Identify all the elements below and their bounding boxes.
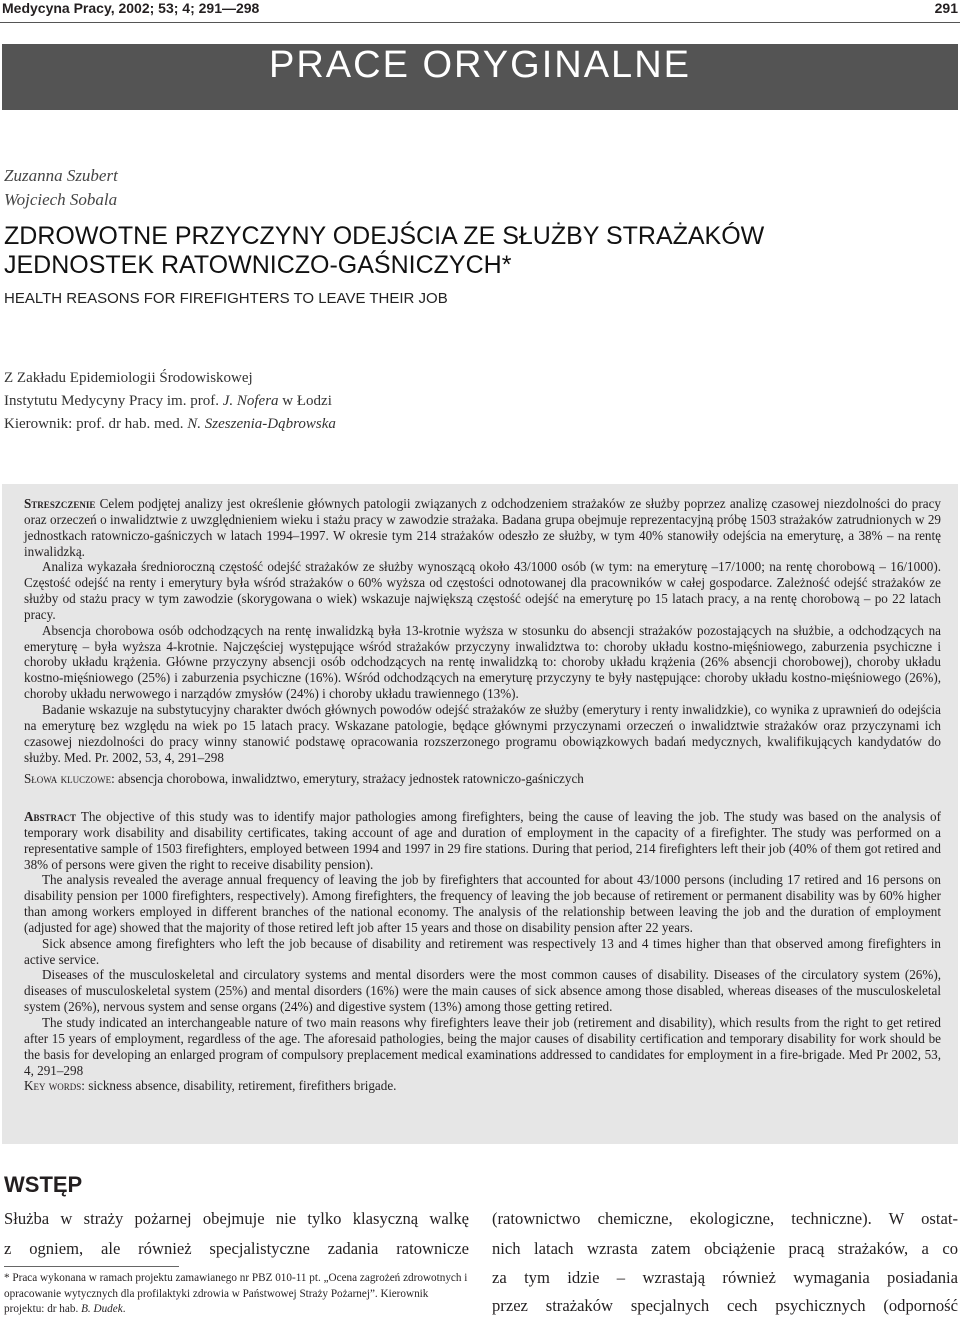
running-head xyxy=(2,0,958,20)
footnote xyxy=(4,1271,471,1318)
body-line: nich latach wzrasta zatem obciążenie pracą strażaków, a co xyxy=(492,1239,958,1258)
streszczenie-paragraph xyxy=(24,496,941,559)
streszczenie-paragraph: Analiza wykazała średnioroczną częstość odejść strażaków ze służby wynoszącą około 43/1000 osób (w tym: na emeryturę –17/1000; na rentę chorobową – 16/1000). Częstość odejść na renty i emerytury była wśród strażaków o 60% wyższa od częstości odnotowanej dla pracowników w całej gospodarce. Zależność odejść strażaków ze służby od stażu pracy w tym zawodzie (skorygowana o wiek) wskazuje największą częstość odejść na emeryturę po 15 latach pracy, a na rentę chorobową – po 22 latach pracy. xyxy=(24,559,941,622)
body-line: za tym idzie – wzrastają również wymagania posiadania xyxy=(492,1268,958,1287)
paragraph-text: Celem podjętej analizy jest określenie głównych patologii związanych z odchodzeniem strażaków ze służby poprzez analizę czasowej niezdolności do pracy oraz orzeczeń o inwalidztwie z uwzględnieniem wieku i stażu pracy w zawodzie strażaka. Badana grupa obejmuje reprezentacyjną próbę 1503 strażaków zatrudnionych w 29 jednostkach ratowniczo-gaśniczych w latach 1994–1997. W okresie tym 214 strażaków odeszło ze służby, w tym 40% stanowiły odejścia na emeryturę, a 38% – na rentę inwalidzką. xyxy=(24,496,941,559)
affiliation-line xyxy=(4,390,336,413)
abstract-box xyxy=(2,484,958,1144)
affiliation-line: Z Zakładu Epidemiologii Środowiskowej xyxy=(4,370,253,386)
affiliation-person: N. Szeszenia-Dąbrowska xyxy=(187,416,336,432)
body-line: przez strażaków specjalnych cech psychicznych (odporność xyxy=(492,1296,958,1315)
affiliation-person: J. Nofera xyxy=(222,393,279,409)
page-number: 291 xyxy=(934,0,958,16)
footnote-text: . xyxy=(122,1303,126,1315)
body-line: (ratownictwo chemiczne, ekologiczne, techniczne). W ostat- xyxy=(492,1209,958,1228)
footnote-person: B. Dudek xyxy=(81,1303,123,1315)
abstract-block xyxy=(24,809,941,1094)
abstract-keywords xyxy=(24,1078,941,1094)
author-list xyxy=(4,164,118,212)
streszczenie-paragraph: Absencja chorobowa osób odchodzących na rentę inwalidzką była 13-krotnie wyższa w stosunku do absencji strażaków pozostających na służbie, a odchodzących na emeryturę – była wyższa 4-krotnie. Najczęściej występujące wśród strażaków przyczyny inwalidztwa to: choroby układu kostno-mięśniowego, zaburzenia psychiczne i choroby układu krążenia. Główne przyczyny absencji osób odchodzących na rentę inwalidzką to: choroby układu krążenia (26% absencji chorobowej), choroby układu kostno-mięśniowego (25%) i zaburzenia psychiczne (16%). Wśród odchodzących na emeryturę przyczyny te były następujące: choroby układu kostno-mięśniowego (26%), choroby układu nerwowego i narządów zmysłów (24%) i choroby układu trawiennego (13%). xyxy=(24,622,941,702)
streszczenie-block xyxy=(24,496,941,787)
abstract-paragraph xyxy=(24,809,941,872)
affiliation-text: w Łodzi xyxy=(278,393,332,409)
journal-citation: Medycyna Pracy, 2002; 53; 4; 291—298 xyxy=(2,0,260,16)
abstract-paragraph: The analysis revealed the average annual frequency of leaving the job by firefighters that accounted for about 43/1000 persons (including 17 retired and 16 persons on disability pension per 1000 firefighters, respectively). Among firefighters, the frequency of leaving the job because of retirement or permanent disability was by 60% higher than among workers employed in different branches of the national economy. The analysis of the relationship between leaving the job and the duration of employment (adjusted for age) showed that the majority of those retired left job after 15 years and those on disability pension after 22 years. xyxy=(24,872,941,935)
body-line: z ogniem, ale również specjalistyczne zadania ratownicze xyxy=(4,1239,469,1258)
abstract-paragraph: Diseases of the musculoskeletal and circulatory systems and mental disorders were the most common causes of disability. Diseases of the circulatory system (26%), diseases of musculoskeletal system (25%) and mental disorders (16%) were the main causes of sick absence among those disabled, whereas diseases of the musculoskeletal system (26%), nervous system and sense organs (24%) and digestive system (13%) among those getting retired. xyxy=(24,967,941,1015)
article-title-line: JEDNOSTEK RATOWNICZO-GAŚNICZYCH* xyxy=(4,251,512,279)
article-title-english: HEALTH REASONS FOR FIREFIGHTERS TO LEAVE THEIR JOB xyxy=(4,290,448,307)
keywords-label: Słowa kluczowe: xyxy=(24,771,115,787)
author-name: Wojciech Sobala xyxy=(4,190,118,209)
abstract-label: Abstract xyxy=(24,809,77,824)
section-banner xyxy=(2,44,958,110)
affiliation-text: Kierownik: prof. dr hab. med. xyxy=(4,416,188,432)
article-title-line: ZDROWOTNE PRZYCZYNY ODEJŚCIA ZE SŁUŻBY STRAŻAKÓW xyxy=(4,222,765,250)
article-title xyxy=(4,222,904,280)
footnote-rule xyxy=(4,1266,179,1267)
paragraph-text: The objective of this study was to identify major pathologies among firefighters, being the cause of leaving the job. The study was based on the analysis of temporary work disability and disability certificates, taking account of age and duration of employment in the capacity of a firefighter. The study was performed on a representative sample of 1503 firefighters, employed between 1994 and 1997 in 29 fire stations. During that period, 214 firefighters left their job (40% of them got retired and 38% of persons were given the right to receive disability pension). xyxy=(24,809,941,872)
section-heading-wstep: WSTĘP xyxy=(4,1172,83,1197)
streszczenie-paragraph: Badanie wskazuje na substytucyjny charakter dwóch głównych powodów odejść strażaków ze służby (emerytury i renty inwalidzkie), co wynika z uprawnień do odejścia na emeryturę bez względu na wiek po 15 latach pracy. Wskazane patologie, będące głównymi przyczynami orzeczeń o inwalidztwie strażaków oraz przyczynami ich czasowej niezdolności do pracy winny stanowić podstawę opracowania rozszerzonego programu obowiązkowych badań medycznych, kwalifikujących kandydatów do służby. Med. Pr. 2002, 53, 4, 291–298 xyxy=(24,701,941,765)
streszczenie-label: Streszczenie xyxy=(24,496,96,511)
body-line: Służba w straży pożarnej obejmuje nie tylko klasyczną walkę xyxy=(4,1209,469,1228)
footnote-text: * Praca wykonana w ramach projektu zamawianego nr PBZ 010-11 pt. „Ocena zagrożeń zdrowotnych i opracowanie wytycznych dla profilaktyki zdrowia w Państwowej Straży Pożarnej”. Kierownik projektu: dr hab. xyxy=(4,1272,468,1315)
keywords-label: Key words: xyxy=(24,1078,85,1094)
abstract-paragraph: The study indicated an interchangeable nature of two main reasons why firefighters leave their job (retirement and disability), which results from the right to get retired after 15 years of employment, regardless of the age. The aforesaid pathologies, being the major causes of disability certification and temporary disability for work should be the basis for developing an enlarged program of compulsory preplacement medical examinations addressed to candidates for employment in a fire-brigade. Med Pr 2002, 53, 4, 291–298 xyxy=(24,1014,941,1078)
section-banner-label: PRACE ORYGINALNE xyxy=(269,44,691,86)
keywords-text: absencja chorobowa, inwalidztwo, emerytury, strażacy jednostek ratowniczo-gaśniczych xyxy=(118,771,584,787)
affiliation xyxy=(4,367,336,436)
affiliation-text: Instytutu Medycyny Pracy im. prof. xyxy=(4,393,223,409)
author-name: Zuzanna Szubert xyxy=(4,166,118,185)
abstract-paragraph: Sick absence among firefighters who left the job because of disability and retirement was respectively 13 and 4 times higher than that observed among firefighters in active service. xyxy=(24,935,941,967)
streszczenie-keywords xyxy=(24,771,941,787)
header-rule xyxy=(0,22,960,23)
keywords-text: sickness absence, disability, retirement, firefithers brigade. xyxy=(88,1078,397,1094)
affiliation-line xyxy=(4,413,336,436)
